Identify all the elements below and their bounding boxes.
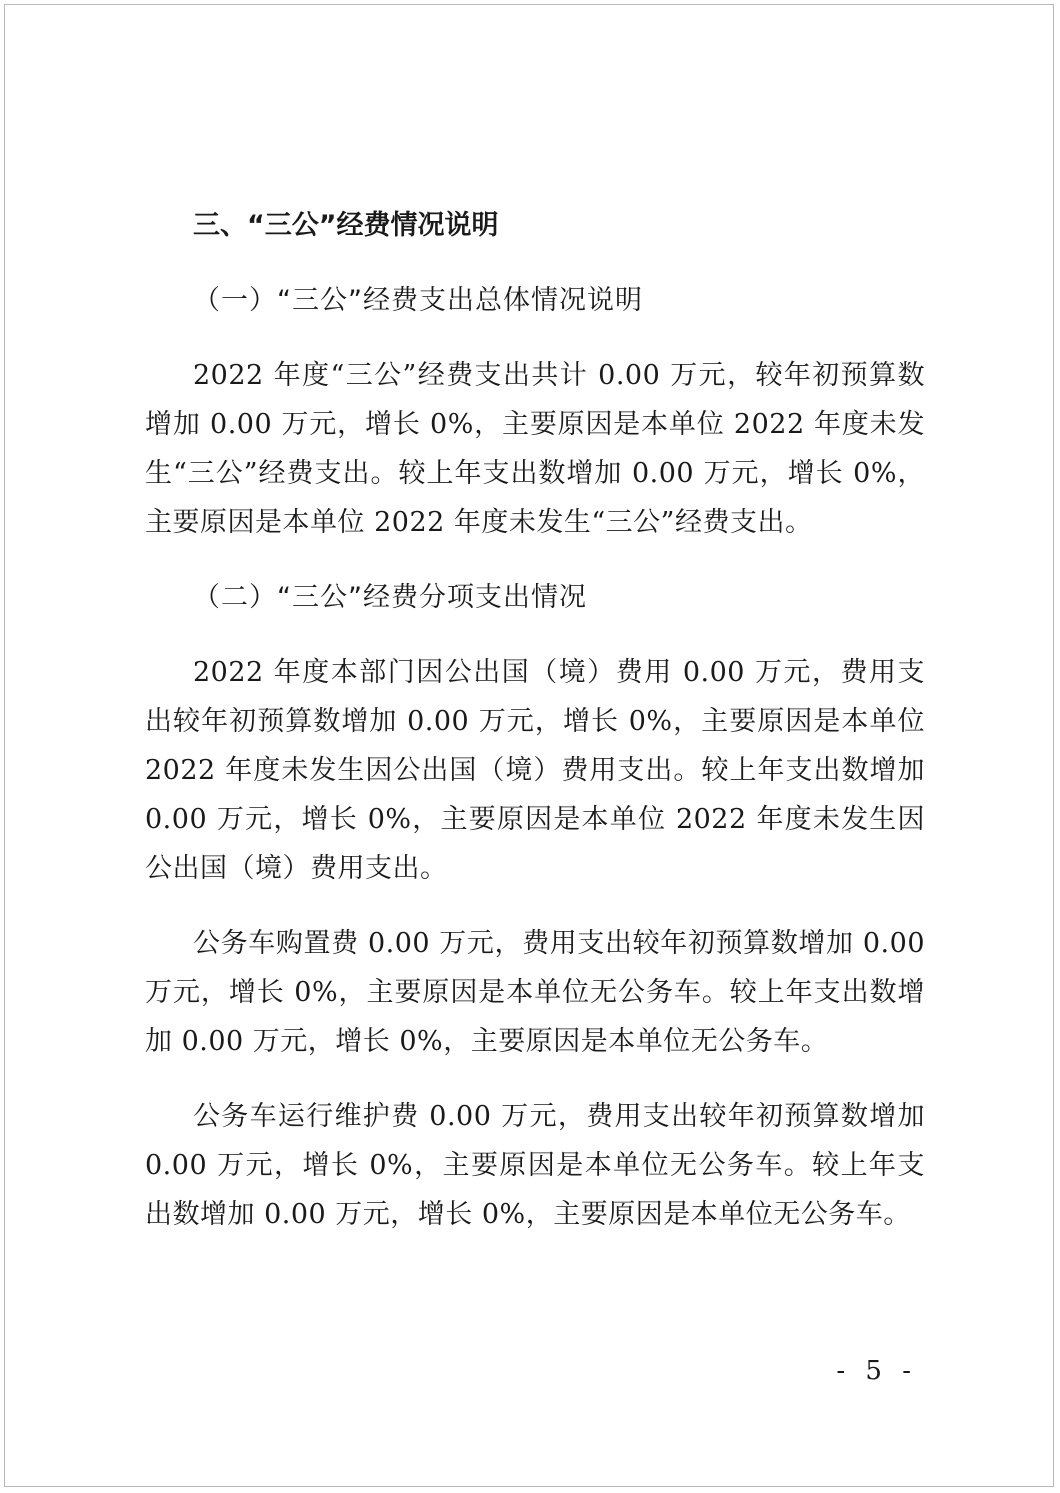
subsection-heading-overall: （一）“三公”经费支出总体情况说明	[193, 285, 643, 316]
section-heading: 三、“三公”经费情况说明	[193, 210, 499, 241]
page-number: - 5 -	[836, 1356, 917, 1386]
subsection-heading-itemized: （二）“三公”经费分项支出情况	[193, 582, 587, 613]
paragraph-overall: 2022 年度“三公”经费支出共计 0.00 万元，较年初预算数增加 0.00 万元，增长 0%，主要原因是本单位 2022 年度未发生“三公”经费支出。较上年支出数增加 0.00 万元，增长 0%，主要原因是本单位 2022 年度未发生“三公”经费支出。	[145, 360, 925, 538]
paragraph-vehicle-maintenance: 公务车运行维护费 0.00 万元，费用支出较年初预算数增加 0.00 万元，增长 0%，主要原因是本单位无公务车。较上年支出数增加 0.00 万元，增长 0%，主要原因是本单位无公务车。	[145, 1101, 925, 1230]
paragraph-vehicle-purchase: 公务车购置费 0.00 万元，费用支出较年初预算数增加 0.00 万元，增长 0%，主要原因是本单位无公务车。较上年支出数增加 0.00 万元，增长 0%，主要原因是本单位无公务车。	[145, 928, 925, 1057]
paragraph-overseas-travel: 2022 年度本部门因公出国（境）费用 0.00 万元，费用支出较年初预算数增加 0.00 万元，增长 0%，主要原因是本单位 2022 年度未发生因公出国（境）费用支出。较上年支出数增加 0.00 万元，增长 0%，主要原因是本单位 2022 年度未发生因公出国（境）费用支出。	[145, 657, 925, 884]
document-page	[4, 4, 1054, 1487]
page-content	[145, 201, 925, 1265]
